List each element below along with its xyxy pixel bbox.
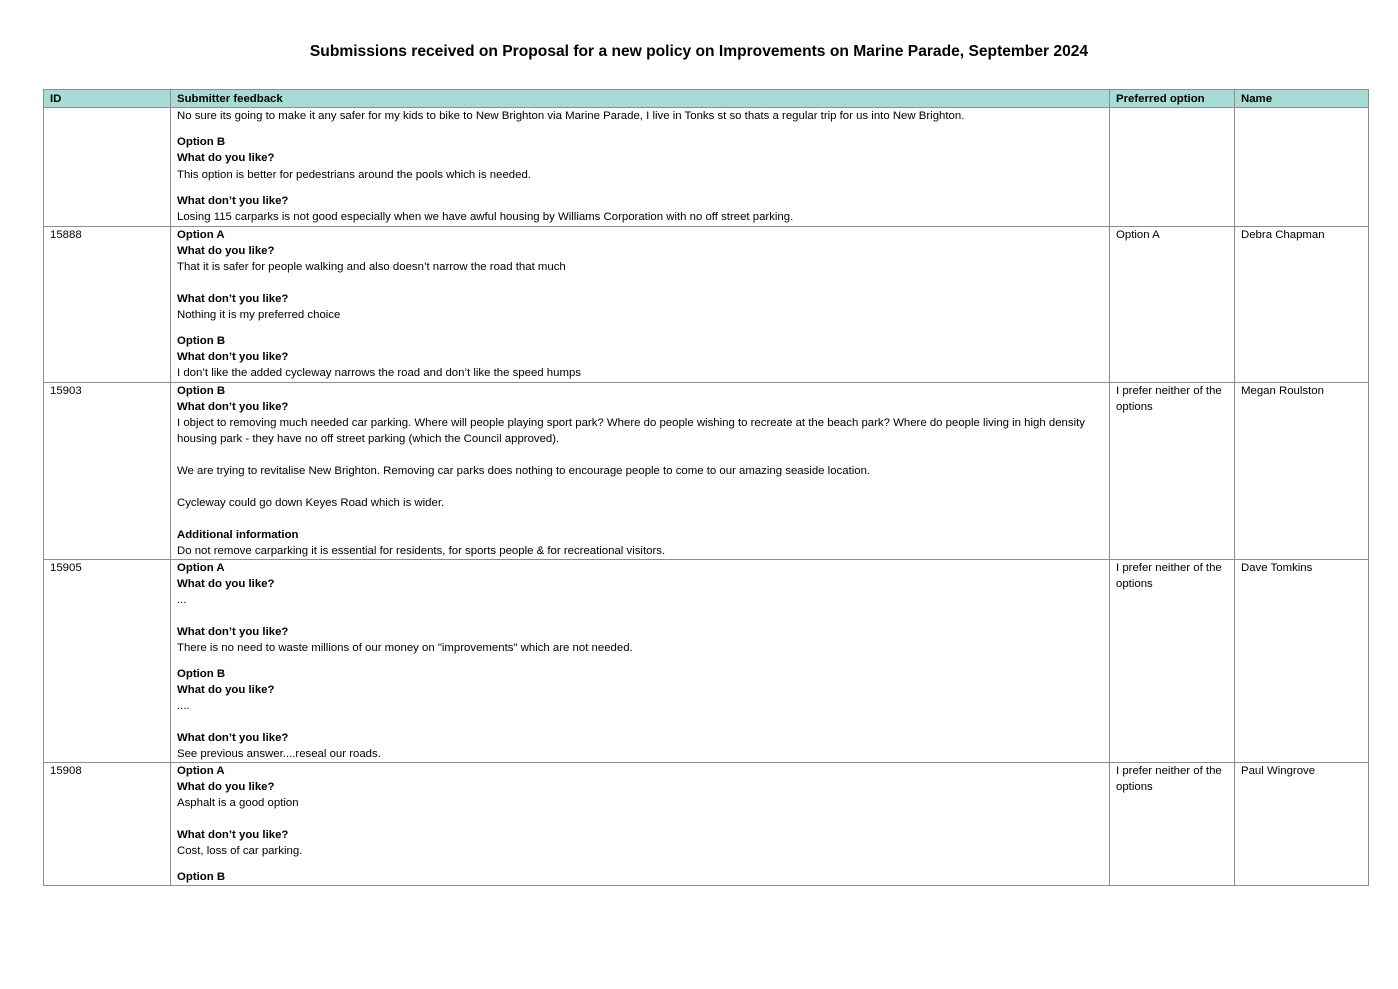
- submission-id: 15903: [44, 383, 171, 560]
- feedback-text: See previous answer....reseal our roads.: [177, 748, 381, 760]
- feedback-text: We are trying to revitalise New Brighton. Removing car parks does nothing to encourage people to come to our amazing seaside location.: [177, 465, 871, 477]
- submission-id: 15908: [44, 763, 171, 886]
- feedback-text: There is no need to waste millions of our money on "improvements" which are not needed.: [177, 642, 633, 654]
- option-heading: Option A: [177, 765, 225, 777]
- question-heading: What don’t you like?: [177, 401, 289, 413]
- submitter-name: Debra Chapman: [1235, 227, 1369, 383]
- question-heading: What do you like?: [177, 781, 275, 793]
- submitter-feedback: [171, 383, 1110, 560]
- question-heading: What don’t you like?: [177, 829, 289, 841]
- header-feedback: Submitter feedback: [171, 90, 1110, 108]
- preferred-option: Option A: [1110, 227, 1235, 383]
- table-row: [44, 763, 1369, 886]
- header-name: Name: [1235, 90, 1369, 108]
- option-heading: Option B: [177, 335, 226, 347]
- option-heading: Option B: [177, 871, 226, 883]
- feedback-text: Asphalt is a good option: [177, 797, 299, 809]
- option-heading: Option A: [177, 562, 225, 574]
- question-heading: What do you like?: [177, 245, 275, 257]
- feedback-text: I don’t like the added cycleway narrows the road and don’t like the speed humps: [177, 367, 581, 379]
- submitter-feedback: [171, 763, 1110, 886]
- question-heading: What don’t you like?: [177, 732, 289, 744]
- submission-id: [44, 108, 171, 227]
- submitter-name: Paul Wingrove: [1235, 763, 1369, 886]
- preferred-option: I prefer neither of the options: [1110, 560, 1235, 763]
- submitter-feedback: [171, 227, 1110, 383]
- submitter-name: Dave Tomkins: [1235, 560, 1369, 763]
- preferred-option: [1110, 108, 1235, 227]
- question-heading: What don’t you like?: [177, 195, 289, 207]
- preferred-option: I prefer neither of the options: [1110, 763, 1235, 886]
- page-title: Submissions received on Proposal for a new policy on Improvements on Marine Parade, September 2024: [309, 43, 1089, 60]
- feedback-text: That it is safer for people walking and also doesn’t narrow the road that much: [177, 261, 566, 273]
- question-heading: What do you like?: [177, 152, 275, 164]
- question-heading: What don’t you like?: [177, 626, 289, 638]
- submitter-name: [1235, 108, 1369, 227]
- table-row: [44, 227, 1369, 383]
- preferred-option: I prefer neither of the options: [1110, 383, 1235, 560]
- submission-id: 15888: [44, 227, 171, 383]
- header-id: ID: [44, 90, 171, 108]
- feedback-text: Cost, loss of car parking.: [177, 845, 303, 857]
- feedback-text: ...: [177, 594, 187, 606]
- table-row: [44, 383, 1369, 560]
- header-preferred-option: Preferred option: [1110, 90, 1235, 108]
- question-heading: What do you like?: [177, 684, 275, 696]
- option-heading: Option B: [177, 668, 226, 680]
- feedback-text: Do not remove carparking it is essential for residents, for sports people & for recreational visitors.: [177, 545, 666, 557]
- submission-id: 15905: [44, 560, 171, 763]
- feedback-text: Nothing it is my preferred choice: [177, 309, 341, 321]
- feedback-text: Cycleway could go down Keyes Road which is wider.: [177, 497, 445, 509]
- feedback-text: ....: [177, 700, 190, 712]
- question-heading: What don’t you like?: [177, 351, 289, 363]
- option-heading: Option B: [177, 136, 226, 148]
- table-header-row: [44, 90, 1369, 108]
- feedback-text: Losing 115 carparks is not good especially when we have awful housing by Williams Corporation with no off street parking.: [177, 211, 794, 223]
- feedback-text: This option is better for pedestrians around the pools which is needed.: [177, 169, 531, 181]
- table-row: [44, 108, 1369, 227]
- question-heading: What do you like?: [177, 578, 275, 590]
- option-heading: Option A: [177, 229, 225, 241]
- submitter-feedback: [171, 560, 1110, 763]
- question-heading: What don’t you like?: [177, 293, 289, 305]
- submissions-table: [43, 89, 1369, 886]
- table-row: [44, 560, 1369, 763]
- option-heading: Option B: [177, 385, 226, 397]
- submitter-name: Megan Roulston: [1235, 383, 1369, 560]
- feedback-text: No sure its going to make it any safer for my kids to bike to New Brighton via Marine Parade, I live in Tonks st so thats a regular trip for us into New Brighton.: [177, 110, 965, 122]
- submitter-feedback: [171, 108, 1110, 227]
- feedback-text: I object to removing much needed car parking. Where will people playing sport park? Where do people wishing to recreate at the beach park? Where do people living in high density housing park - they have no off street parking (which the Council approved).: [177, 417, 1085, 445]
- section-heading: Additional information: [177, 529, 299, 541]
